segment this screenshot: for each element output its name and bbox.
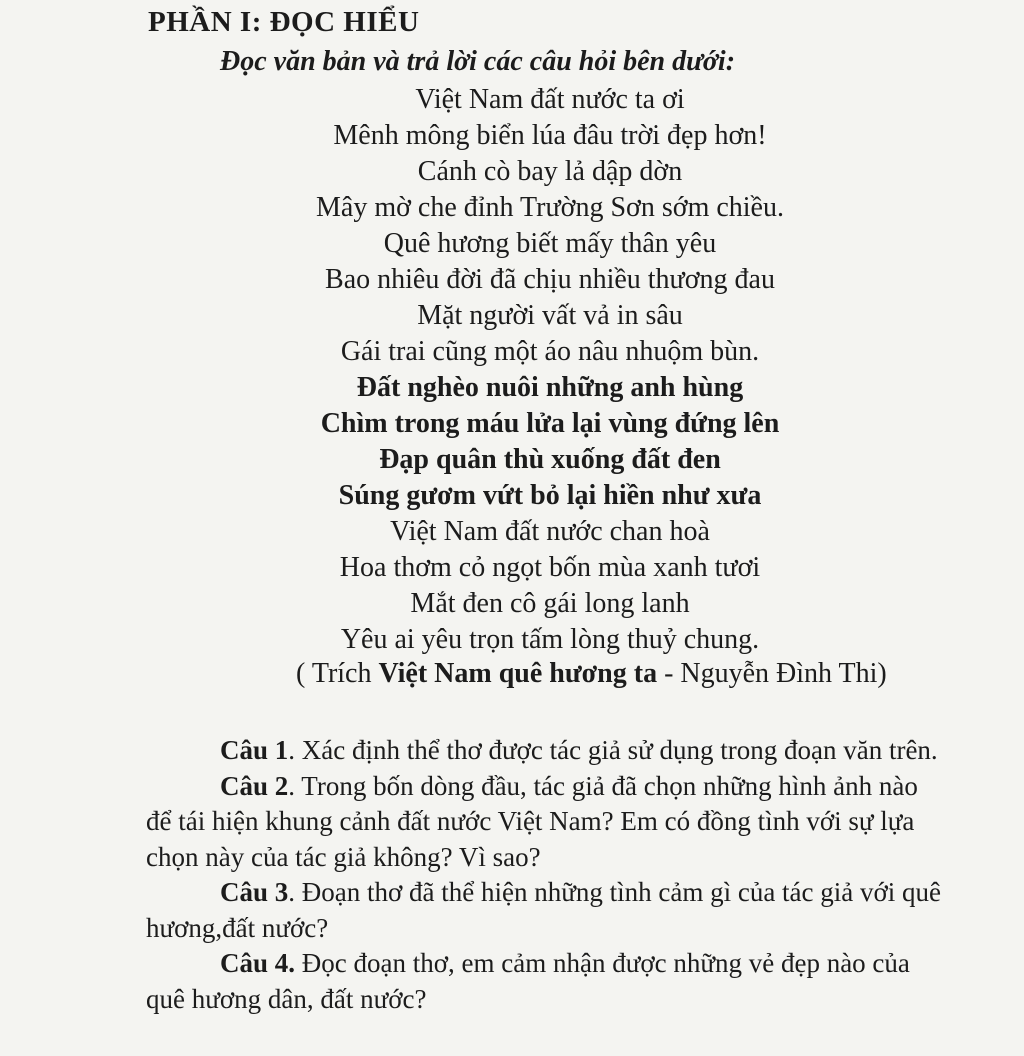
question-label: Câu 3 <box>220 877 289 907</box>
section-title: PHẦN I: ĐỌC HIỂU <box>148 6 420 38</box>
question-label: Câu 4. <box>220 948 296 978</box>
poem-line: Quê hương biết mấy thân yêu <box>383 228 717 259</box>
question-1 <box>146 733 946 769</box>
poem-line: Hoa thơm cỏ ngọt bốn mùa xanh tươi <box>339 552 761 583</box>
poem-source <box>296 658 887 690</box>
poem-line: Đất nghèo nuôi những anh hùng <box>356 372 744 403</box>
poem-line: Bao nhiêu đời đã chịu nhiều thương đau <box>325 264 775 295</box>
question-text: . Trong bốn dòng đầu, tác giả đã chọn những hình ảnh nào để tái hiện khung cảnh đất nước Việt Nam? Em có đồng tình với sự lựa chọn này của tác giả không? Vì sao? <box>146 770 918 872</box>
source-title: Việt Nam quê hương ta <box>378 658 658 689</box>
poem-line: Cánh cò bay lả dập dờn <box>417 156 683 187</box>
question-text: . Đoạn thơ đã thể hiện những tình cảm gì của tác giả với quê hương,đất nước? <box>146 877 942 943</box>
poem-line: Mây mờ che đỉnh Trường Sơn sớm chiều. <box>316 192 784 223</box>
poem-line: Yêu ai yêu trọn tấm lòng thuỷ chung. <box>340 624 760 655</box>
question-4 <box>146 946 946 1017</box>
question-3 <box>146 875 946 946</box>
question-text: Đọc đoạn thơ, em cảm nhận được những vẻ đẹp nào của quê hương dân, đất nước? <box>146 948 910 1014</box>
source-suffix: - Nguyễn Đình Thi) <box>657 658 887 689</box>
instruction-text: Đọc văn bản và trả lời các câu hỏi bên dưới: <box>220 46 736 77</box>
poem-line: Mặt người vất vả in sâu <box>417 300 683 331</box>
question-list <box>146 733 946 1017</box>
question-text: . Xác định thể thơ được tác giả sử dụng trong đoạn văn trên. <box>288 735 938 765</box>
poem-line: Chìm trong máu lửa lại vùng đứng lên <box>320 408 780 439</box>
source-prefix: ( Trích <box>296 658 379 689</box>
poem-line: Mênh mông biển lúa đâu trời đẹp hơn! <box>333 120 767 151</box>
question-2 <box>146 769 946 876</box>
poem-line: Đạp quân thù xuống đất đen <box>379 444 721 475</box>
poem-line: Mắt đen cô gái long lanh <box>410 588 690 619</box>
poem <box>250 82 850 658</box>
question-label: Câu 2 <box>220 770 289 801</box>
question-label: Câu 1 <box>220 735 289 765</box>
poem-line: Việt Nam đất nước chan hoà <box>390 516 710 547</box>
poem-line: Súng gươm vứt bỏ lại hiền như xưa <box>338 480 762 511</box>
poem-line: Gái trai cũng một áo nâu nhuộm bùn. <box>340 336 760 367</box>
poem-line: Việt Nam đất nước ta ơi <box>415 84 685 115</box>
